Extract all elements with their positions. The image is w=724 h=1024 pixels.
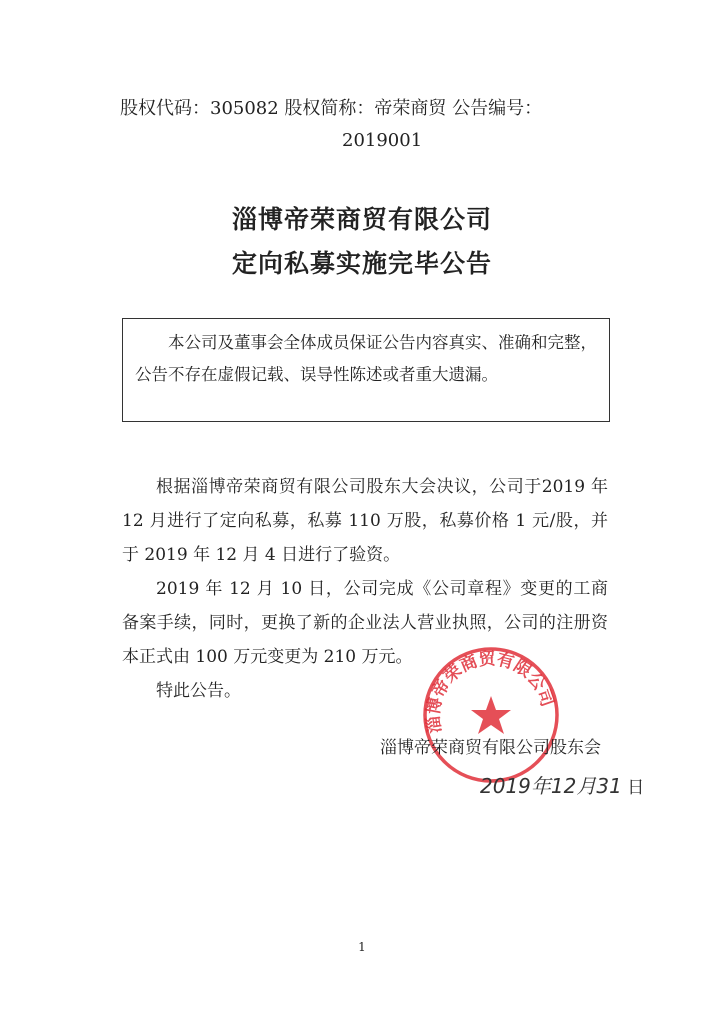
handwritten-date: 2019年12月31 bbox=[480, 774, 622, 798]
signature-date bbox=[480, 770, 644, 799]
announcement-number: 2019001 bbox=[342, 130, 423, 151]
disclaimer-line-2: 公告不存在虚假记载、误导性陈述或者重大遗漏。 bbox=[135, 365, 498, 384]
stock-code-line: 股权代码：305082 股权简称：帝荣商贸 公告编号： bbox=[120, 98, 543, 119]
svg-text:淄博帝荣商贸有限公司: 淄博帝荣商贸有限公司 bbox=[423, 649, 558, 735]
page-number: 1 bbox=[358, 940, 366, 954]
body-paragraph-2: 2019 年 12 月 10 日，公司完成《公司章程》变更的工商备案手续，同时，更换了新的企业法人营业执照，公司的注册资本正式由 100 万元变更为 210 万元。 bbox=[122, 579, 608, 667]
company-title: 淄博帝荣商贸有限公司 bbox=[231, 205, 492, 234]
body-paragraph-1: 根据淄博帝荣商贸有限公司股东大会决议，公司于2019 年 12 月进行了定向私募，私募 110 万股，私募价格 1 元/股，并于 2019 年 12 月 4 日进行了验资。 bbox=[122, 477, 608, 565]
signature-organization: 淄博帝荣商贸有限公司股东会 bbox=[380, 738, 601, 758]
disclaimer-box bbox=[122, 318, 610, 422]
body-paragraph-3: 特此公告。 bbox=[156, 681, 241, 701]
company-seal-stamp bbox=[420, 644, 562, 786]
date-suffix: 日 bbox=[627, 778, 645, 798]
disclaimer-line-1: 本公司及董事会全体成员保证公告内容真实、准确和完整， bbox=[168, 333, 597, 352]
announcement-title: 定向私募实施完毕公告 bbox=[231, 249, 492, 278]
